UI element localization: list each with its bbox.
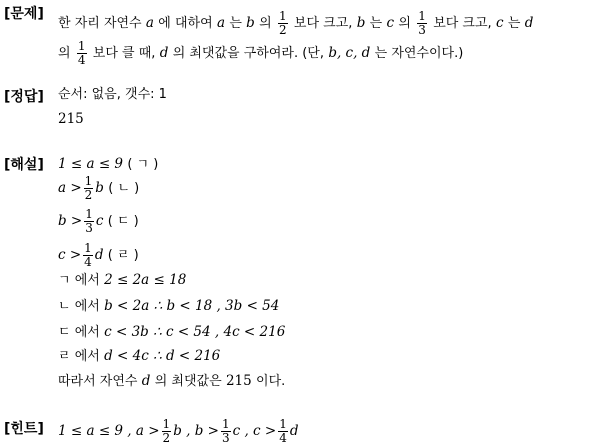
problem-text: 보다 크고, — [433, 16, 492, 31]
explanation-step-1 — [58, 155, 158, 174]
problem-text: 는 — [507, 16, 521, 31]
math-expression: d < 4c ∴ d < 216 — [104, 348, 221, 364]
hint-line — [58, 418, 299, 445]
math-expression: d — [94, 247, 104, 263]
explanation-step-6 — [58, 297, 279, 316]
math-expression: b < 2a ∴ b < 18 , 3b < 54 — [104, 298, 280, 314]
fraction-one-half: $\frac{1}{2}$ — [84, 174, 93, 202]
explanation-label: [해설] — [4, 157, 44, 173]
hint-label: [힌트] — [4, 421, 44, 437]
problem-text: 에 대하여 — [158, 16, 213, 31]
math-expression: c < 3b ∴ c < 54 , 4c < 216 — [104, 324, 286, 340]
fraction-one-third: $\frac{1}{3}$ — [418, 9, 426, 37]
max-value: 215 — [225, 373, 252, 389]
math-expression: c — [95, 213, 104, 229]
conclusion-text: 따라서 자연수 — [58, 374, 138, 389]
step-mark: ㄱ 에서 — [58, 273, 100, 288]
math-expression: d — [289, 423, 299, 439]
var-list: b, c, d — [328, 45, 371, 61]
fraction-one-third: $\frac{1}{3}$ — [221, 417, 230, 445]
explanation-step-8 — [58, 347, 220, 366]
step-tag: ( ㄱ ) — [127, 157, 159, 172]
fraction-one-quarter: $\frac{1}{4}$ — [84, 241, 92, 269]
math-expression: 1 ≤ a ≤ 9 , a > — [58, 423, 160, 439]
var-d: d — [141, 373, 151, 389]
fraction-one-third: $\frac{1}{3}$ — [85, 207, 93, 235]
explanation-step-7 — [58, 323, 285, 342]
conclusion-text: 의 최댓값은 — [154, 374, 222, 389]
math-expression: c > — [58, 247, 82, 263]
math-expression: b — [95, 180, 104, 196]
math-expression: 1 ≤ a ≤ 9 — [58, 156, 124, 172]
var-c: c — [386, 15, 395, 31]
step-tag: ( ㄴ ) — [108, 181, 140, 196]
step-tag: ( ㄷ ) — [107, 214, 139, 229]
var-a: a — [216, 15, 226, 31]
fraction-one-half: $\frac{1}{2}$ — [162, 417, 171, 445]
var-b: b — [246, 15, 255, 31]
problem-text: 보다 크고, — [293, 16, 353, 31]
var-d: d — [159, 45, 169, 61]
step-mark: ㄹ 에서 — [58, 349, 100, 364]
step-mark: ㄷ 에서 — [58, 325, 100, 340]
explanation-conclusion — [58, 372, 285, 391]
math-expression: a > — [58, 180, 82, 196]
fraction-one-quarter: $\frac{1}{4}$ — [279, 417, 287, 445]
var-d: d — [524, 15, 534, 31]
problem-label: [문제] — [4, 6, 44, 22]
step-mark: ㄴ 에서 — [58, 299, 100, 314]
fraction-one-half: $\frac{1}{2}$ — [278, 9, 287, 37]
answer-value: 215 — [58, 111, 84, 127]
fraction-one-quarter: $\frac{1}{4}$ — [77, 39, 86, 67]
answer-label: [정답] — [4, 89, 44, 105]
conclusion-text: 이다. — [256, 374, 286, 389]
step-tag: ( ㄹ ) — [107, 248, 139, 263]
answer-order-count: 순서: 없음, 갯수: 1 — [58, 87, 167, 102]
problem-line-1 — [58, 10, 533, 37]
problem-text: 는 — [229, 16, 242, 31]
math-expression: b , b > — [173, 423, 219, 439]
math-expression: c , c > — [232, 423, 277, 439]
problem-text: 는 — [369, 16, 383, 31]
problem-text: 보다 클 때, — [92, 46, 156, 61]
problem-text: 한 자리 자연수 — [58, 16, 142, 31]
problem-text: 의 — [259, 16, 272, 31]
problem-line-2 — [58, 40, 463, 67]
var-b: b — [356, 15, 366, 31]
problem-text: 의 — [58, 46, 71, 61]
explanation-step-5 — [58, 271, 186, 290]
explanation-step-3 — [58, 208, 139, 235]
explanation-step-4 — [58, 242, 139, 269]
var-c: c — [495, 15, 504, 31]
problem-text: 의 최댓값을 구하여라. (단, — [172, 46, 325, 61]
math-expression: 2 ≤ 2a ≤ 18 — [104, 272, 187, 288]
problem-text: 는 자연수이다.) — [374, 46, 464, 61]
math-expression: b > — [58, 213, 83, 229]
problem-text: 의 — [398, 16, 411, 31]
explanation-step-2 — [58, 175, 139, 202]
var-a: a — [145, 15, 154, 31]
